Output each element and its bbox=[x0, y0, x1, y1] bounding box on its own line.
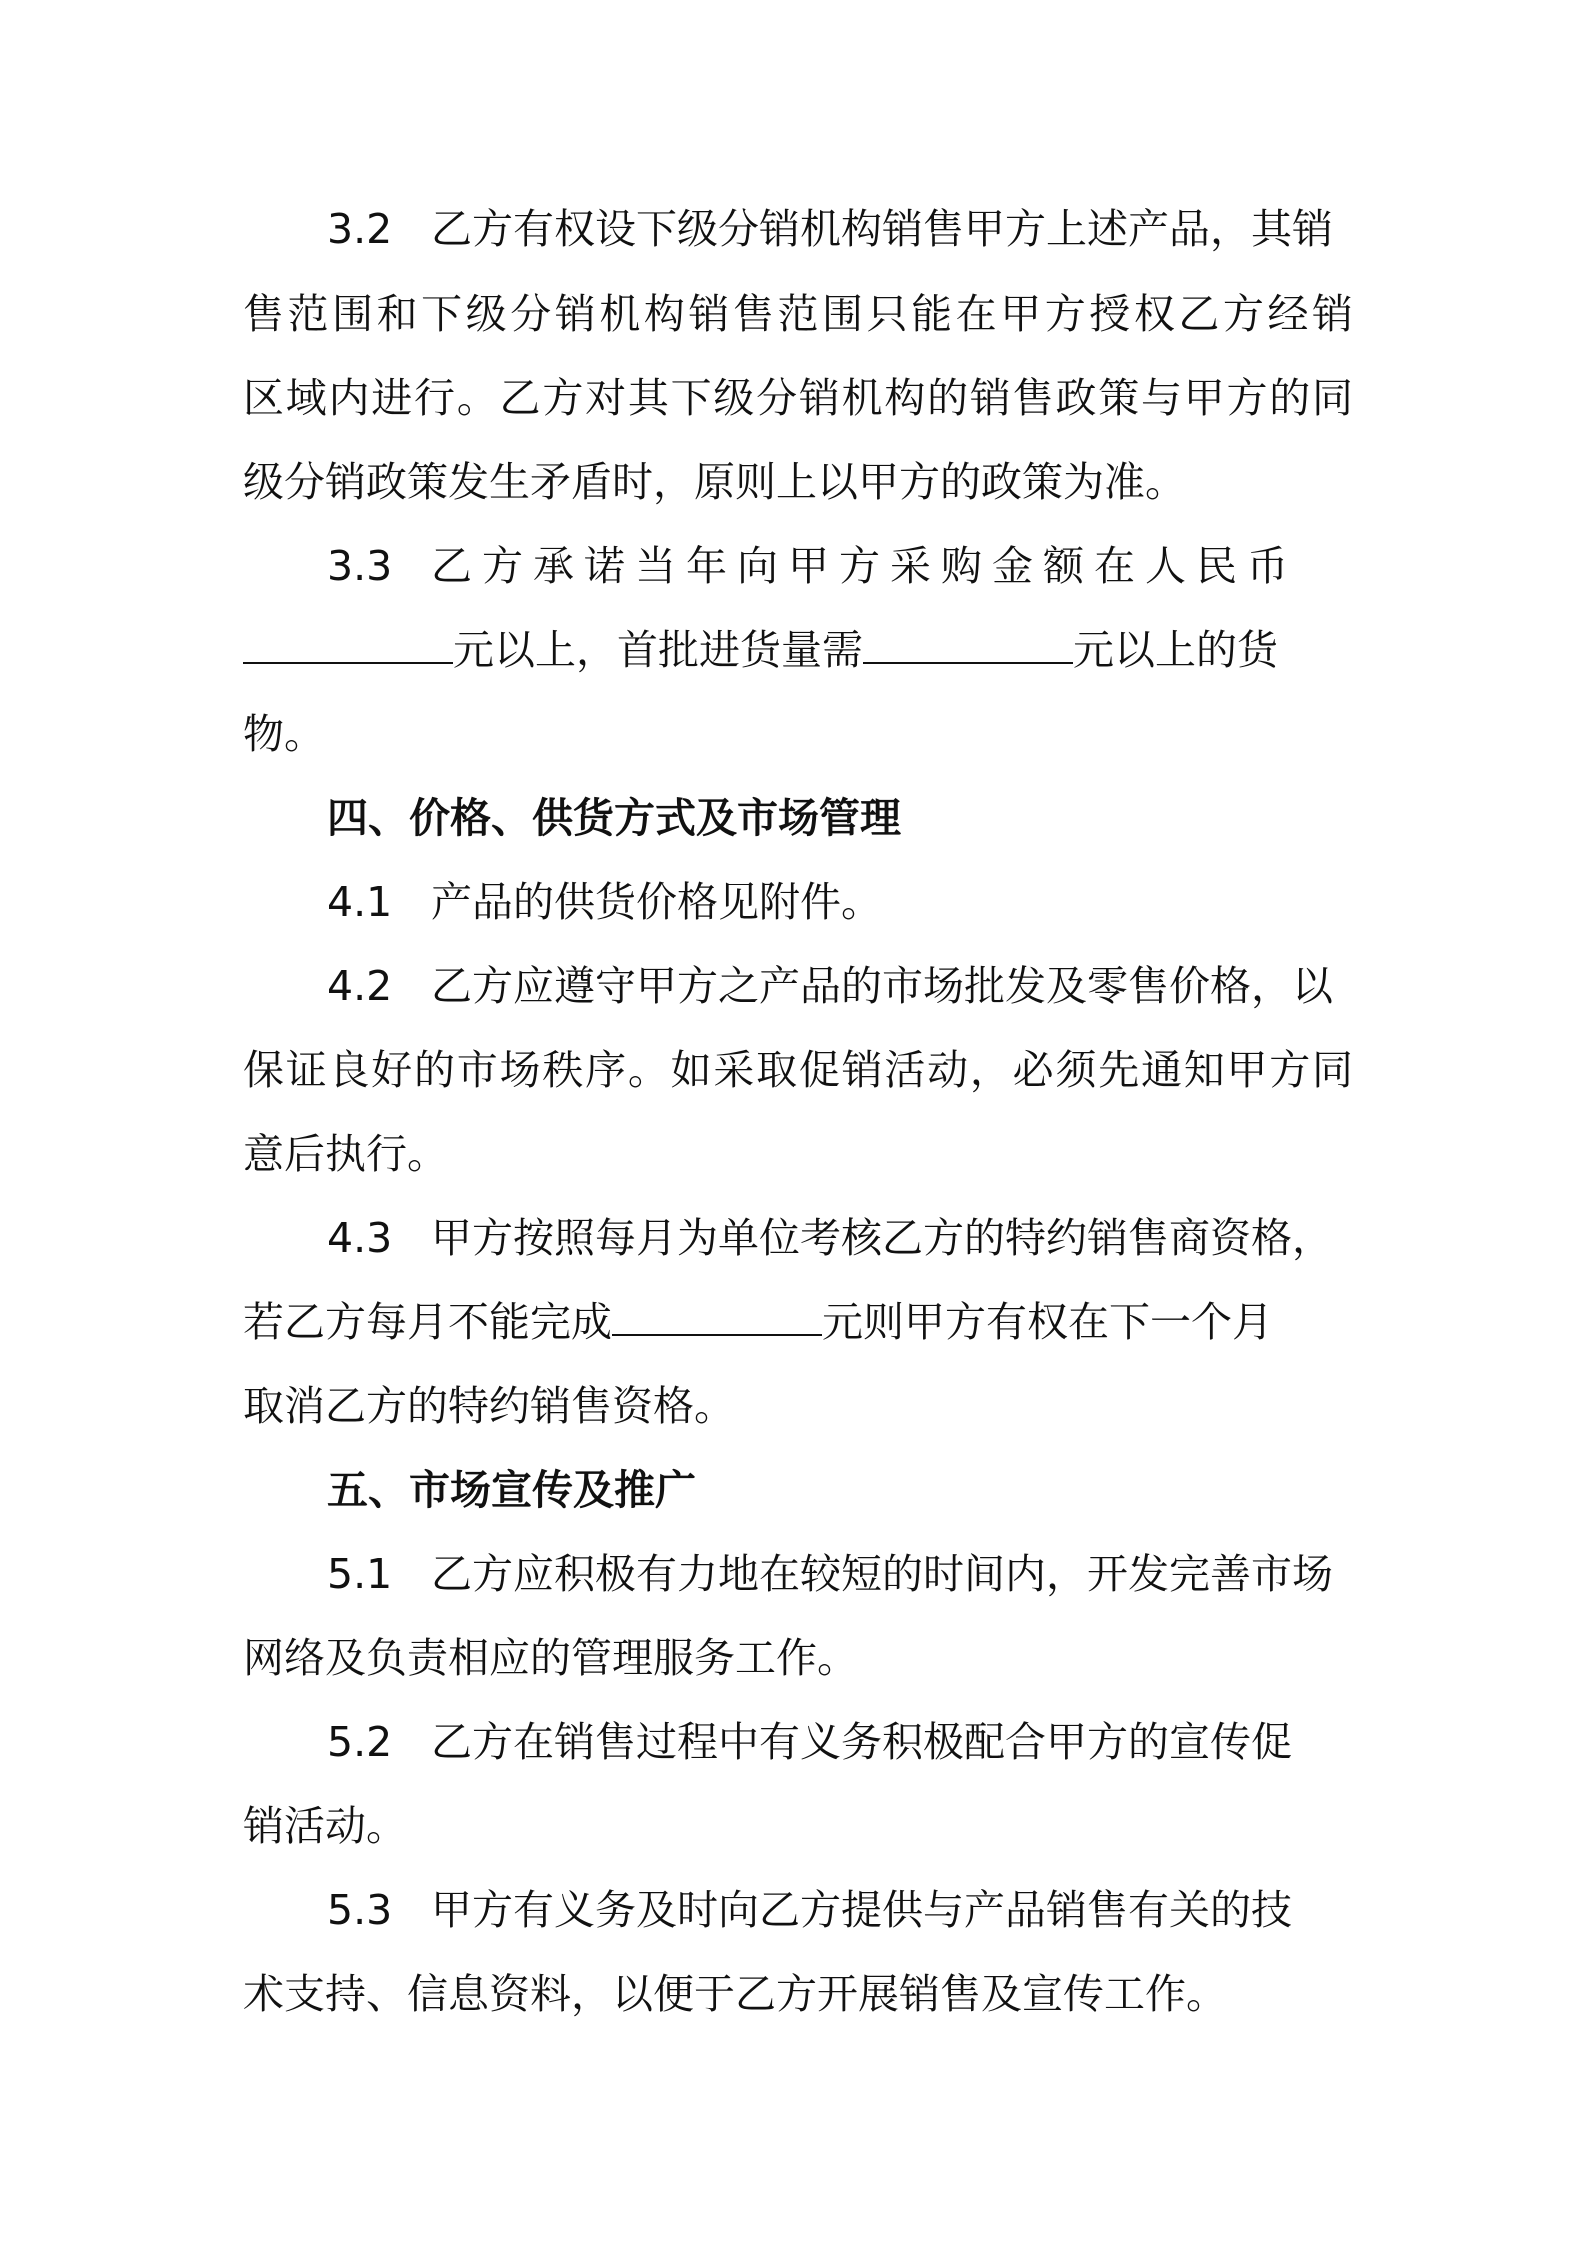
clause-3-3-line-3: 物。 bbox=[243, 710, 325, 758]
clause-5-3-line-2: 术支持、信息资料，以便于乙方开展销售及宣传工作。 bbox=[243, 1970, 1227, 2018]
clause-number: 4.2 bbox=[327, 962, 393, 1010]
clause-3-2-line-1 bbox=[243, 187, 1353, 271]
clause-text: 元以上的货 bbox=[1073, 626, 1278, 674]
clause-text: 乙方有权设下级分销机构销售甲方上述产品，其销 bbox=[431, 205, 1333, 253]
clause-5-1-line-1 bbox=[243, 1532, 1353, 1616]
clause-4-2-line-2: 保证良好的市场秩序。如采取促销活动，必须先通知甲方同 bbox=[243, 1046, 1353, 1094]
clause-4-2-line-1 bbox=[243, 944, 1353, 1028]
clause-text: 乙方在销售过程中有义务积极配合甲方的宣传促 bbox=[431, 1718, 1292, 1766]
section-heading-4: 四、价格、供货方式及市场管理 bbox=[327, 794, 901, 842]
clause-text: 乙方承诺当年向甲方采购金额在人民币 bbox=[431, 542, 1298, 590]
clause-3-3-line-2 bbox=[243, 608, 1353, 692]
clause-3-2-line-2: 售范围和下级分销机构销售范围只能在甲方授权乙方经销 bbox=[243, 290, 1353, 338]
clause-text: 元则甲方有权在下一个月 bbox=[822, 1298, 1273, 1346]
fill-blank-monthly-target[interactable] bbox=[612, 1330, 822, 1336]
clause-number: 5.1 bbox=[327, 1550, 393, 1598]
clause-5-2-line-1 bbox=[243, 1700, 1353, 1784]
clause-text: 甲方按照每月为单位考核乙方的特约销售商资格， bbox=[431, 1214, 1333, 1262]
clause-4-3-line-2 bbox=[243, 1280, 1353, 1364]
clause-3-2-line-3: 区域内进行。乙方对其下级分销机构的销售政策与甲方的同 bbox=[243, 374, 1353, 422]
clause-number: 5.3 bbox=[327, 1886, 393, 1934]
clause-number: 3.2 bbox=[327, 205, 393, 253]
clause-text: 元以上，首批进货量需 bbox=[453, 626, 863, 674]
clause-5-1-line-2: 网络及负责相应的管理服务工作。 bbox=[243, 1634, 858, 1682]
section-heading-5: 五、市场宣传及推广 bbox=[327, 1466, 696, 1514]
clause-4-3-line-3: 取消乙方的特约销售资格。 bbox=[243, 1382, 735, 1430]
fill-blank-first-batch[interactable] bbox=[863, 658, 1073, 664]
clause-5-2-line-2: 销活动。 bbox=[243, 1802, 407, 1850]
clause-4-2-line-3: 意后执行。 bbox=[243, 1130, 448, 1178]
clause-3-3-line-1 bbox=[243, 524, 1353, 608]
fill-blank-amount[interactable] bbox=[243, 658, 453, 664]
clause-text: 乙方应积极有力地在较短的时间内，开发完善市场 bbox=[431, 1550, 1333, 1598]
clause-number: 4.1 bbox=[327, 878, 393, 926]
clause-text: 产品的供货价格见附件。 bbox=[431, 878, 882, 926]
clause-text: 乙方应遵守甲方之产品的市场批发及零售价格，以 bbox=[431, 962, 1333, 1010]
clause-3-2-line-4: 级分销政策发生矛盾时，原则上以甲方的政策为准。 bbox=[243, 458, 1186, 506]
clause-4-3-line-1 bbox=[243, 1196, 1353, 1280]
clause-number: 5.2 bbox=[327, 1718, 393, 1766]
clause-number: 4.3 bbox=[327, 1214, 393, 1262]
clause-5-3-line-1 bbox=[243, 1868, 1353, 1952]
clause-text: 甲方有义务及时向乙方提供与产品销售有关的技 bbox=[431, 1886, 1292, 1934]
clause-4-1-line-1 bbox=[243, 860, 1353, 944]
clause-number: 3.3 bbox=[327, 542, 393, 590]
clause-text: 若乙方每月不能完成 bbox=[243, 1298, 612, 1346]
